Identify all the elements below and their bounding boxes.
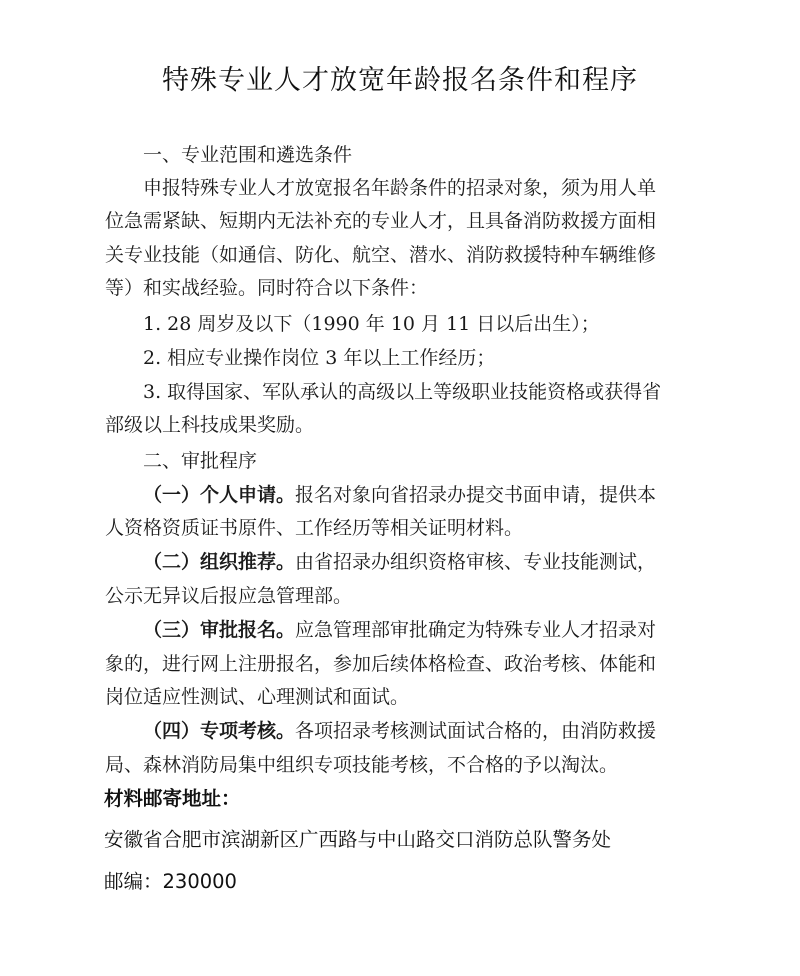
step-4-text: 各项招录考核测试面试合格的，由消防救援 xyxy=(295,720,657,742)
section1-para-line-4: 等）和实战经验。同时符合以下条件： xyxy=(105,277,429,299)
step-2 xyxy=(143,549,656,575)
condition-1: 1. 28 周岁及以下（1990 年 10 月 11 日以后出生）； xyxy=(143,313,600,335)
mailing-address: 安徽省合肥市滨湖新区广西路与中山路交口消防总队警务处 xyxy=(104,828,612,851)
step-3-continuation-2: 岗位适应性测试、心理测试和面试。 xyxy=(105,686,410,708)
step-3-continuation-1: 象的，进行网上注册报名，参加后续体格检查、政治考核、体能和 xyxy=(105,653,657,675)
step-1-text: 报名对象向省招录办提交书面申请，提供本 xyxy=(295,484,657,506)
step-3-label: （三）审批报名。 xyxy=(143,619,296,641)
mailing-label: 材料邮寄地址： xyxy=(104,787,241,810)
condition-2: 2. 相应专业操作岗位 3 年以上工作经历； xyxy=(143,347,496,369)
document-title: 特殊专业人才放宽年龄报名条件和程序 xyxy=(162,65,638,96)
step-1 xyxy=(143,482,656,508)
step-2-continuation: 公示无异议后报应急管理部。 xyxy=(105,585,353,607)
section1-para-line-2: 位急需紧缺、短期内无法补充的专业人才，且具备消防救援方面相 xyxy=(105,210,657,232)
step-3-text: 应急管理部审批确定为特殊专业人才招录对 xyxy=(295,619,657,641)
step-3 xyxy=(143,617,656,643)
section1-para-line-1: 申报特殊专业人才放宽报名年龄条件的招录对象，须为用人单 xyxy=(143,177,657,199)
postcode: 邮编：230000 xyxy=(104,870,237,893)
step-4-label: （四）专项考核。 xyxy=(143,720,296,742)
step-1-continuation: 人资格资质证书原件、工作经历等相关证明材料。 xyxy=(105,517,524,539)
step-4 xyxy=(143,718,656,744)
step-2-label: （二）组织推荐。 xyxy=(143,551,296,573)
step-2-text: 由省招录办组织资格审核、专业技能测试， xyxy=(295,551,657,573)
condition-3-line-1: 3. 取得国家、军队承认的高级以上等级职业技能资格或获得省 xyxy=(143,381,662,403)
condition-3-line-2: 部级以上科技成果奖励。 xyxy=(105,414,315,436)
step-1-label: （一）个人申请。 xyxy=(143,484,296,506)
section1-heading: 一、专业范围和遴选条件 xyxy=(143,144,353,166)
section1-para-line-3: 关专业技能（如通信、防化、航空、潜水、消防救援特种车辆维修 xyxy=(105,244,657,266)
step-4-continuation: 局、森林消防局集中组织专项技能考核，不合格的予以淘汰。 xyxy=(105,754,619,776)
section2-heading: 二、审批程序 xyxy=(143,450,258,472)
